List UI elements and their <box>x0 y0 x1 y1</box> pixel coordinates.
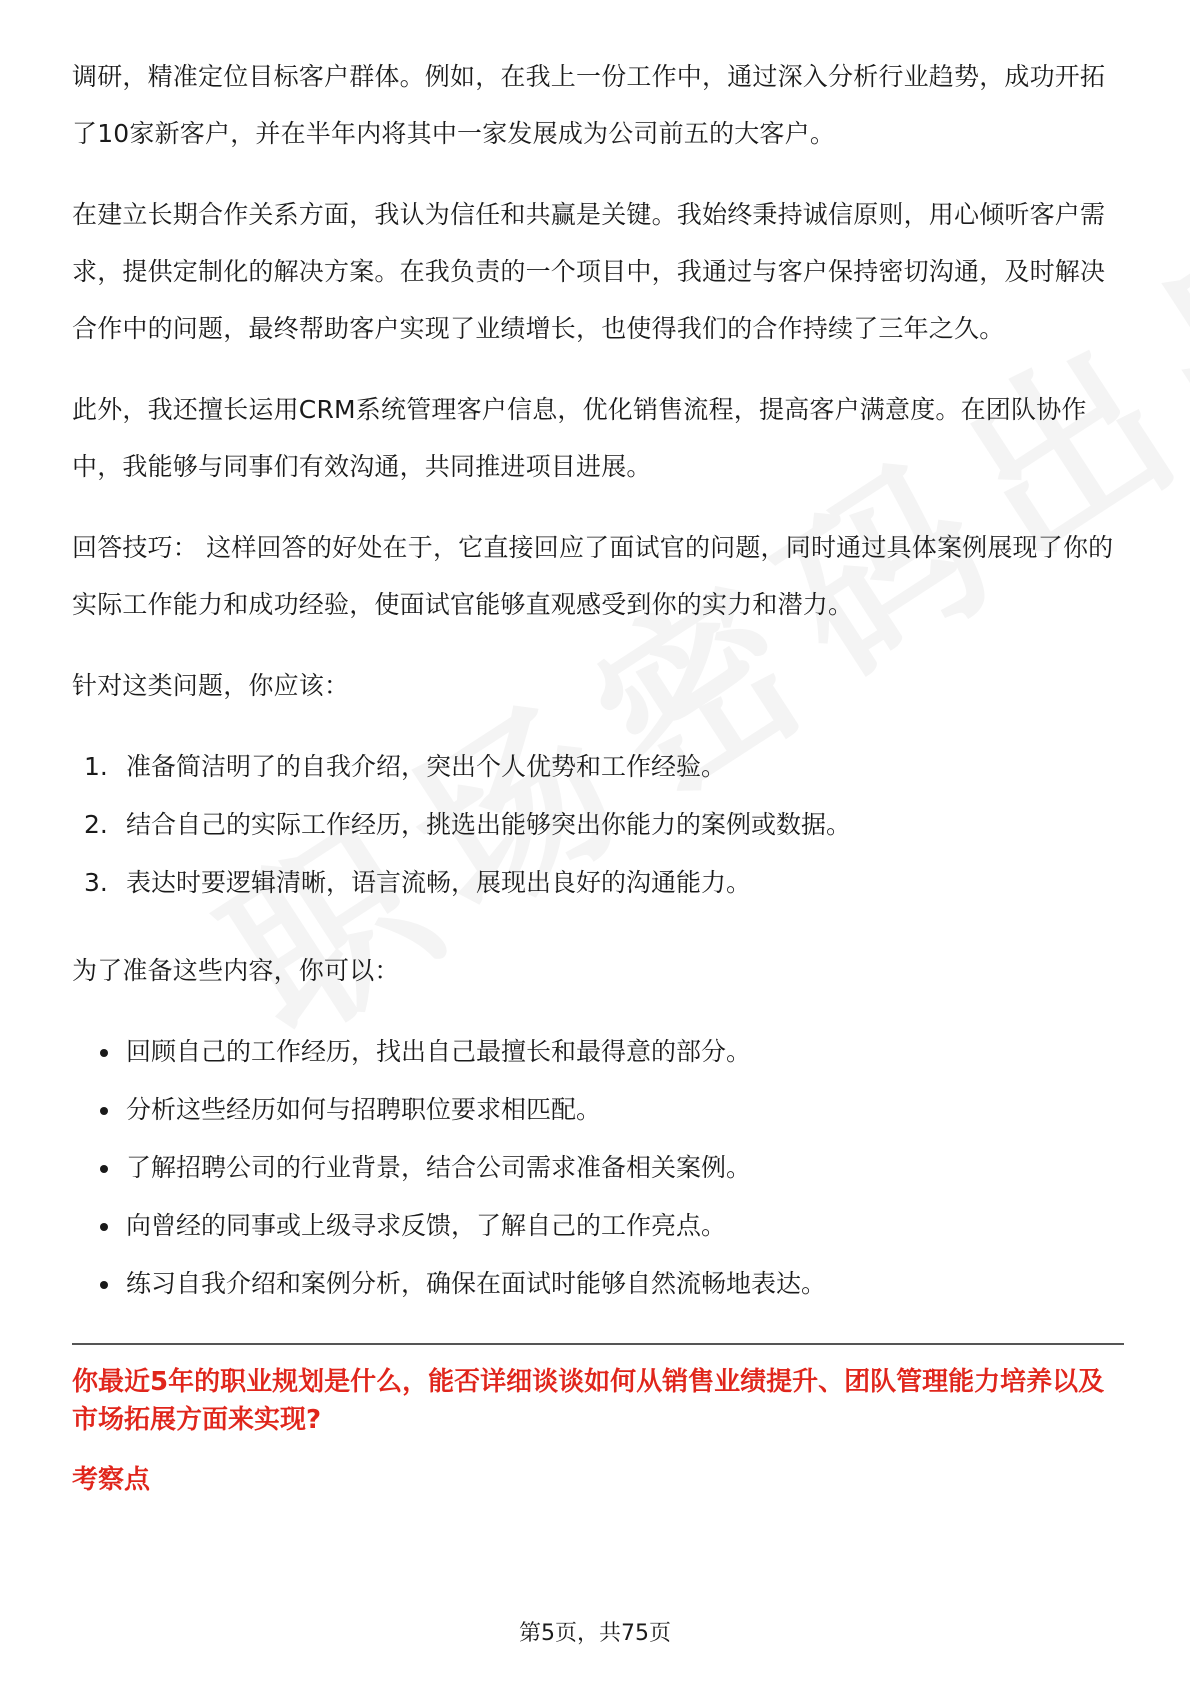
list-number: 3. <box>84 868 108 897</box>
paragraph-prep-intro: 为了准备这些内容，你可以： <box>72 956 400 985</box>
interview-question-heading: 你最近5年的职业规划是什么，能否详细谈谈如何从销售业绩提升、团队管理能力培养以及市场拓展方面来实现? <box>72 1367 1105 1435</box>
numbered-list <box>72 738 1124 912</box>
bullet-icon <box>100 1049 108 1057</box>
list-item <box>72 1081 1124 1139</box>
bullet-list <box>72 1023 1124 1313</box>
list-item <box>72 1255 1124 1313</box>
list-item <box>72 1197 1124 1255</box>
section-divider <box>72 1343 1124 1345</box>
list-item-text: 回顾自己的工作经历，找出自己最擅长和最得意的部分。 <box>126 1037 752 1066</box>
bullet-icon <box>100 1107 108 1115</box>
list-item <box>72 1139 1124 1197</box>
list-item <box>72 738 1124 796</box>
list-item-text: 练习自我介绍和案例分析，确保在面试时能够自然流畅地表达。 <box>126 1269 827 1298</box>
list-item-text: 分析这些经历如何与招聘职位要求相匹配。 <box>126 1095 602 1124</box>
bullet-icon <box>100 1281 108 1289</box>
page-number-footer: 第5页，共75页 <box>519 1621 671 1646</box>
bullet-icon <box>100 1223 108 1231</box>
list-item-text: 准备简洁明了的自我介绍，突出个人优势和工作经验。 <box>126 752 727 781</box>
list-item <box>72 796 1124 854</box>
paragraph-crm-skills: 此外，我还擅长运用CRM系统管理客户信息，优化销售流程，提高客户满意度。在团队协作中，我能够与同事们有效沟通，共同推进项目进展。 <box>72 395 1087 481</box>
list-item-text: 结合自己的实际工作经历，挑选出能够突出你能力的案例或数据。 <box>126 810 852 839</box>
list-item-text: 表达时要逻辑清晰，语言流畅，展现出良好的沟通能力。 <box>126 868 752 897</box>
paragraph-customer-research: 调研，精准定位目标客户群体。例如，在我上一份工作中，通过深入分析行业趋势，成功开拓了10家新客户，并在半年内将其中一家发展成为公司前五的大客户。 <box>72 62 1106 148</box>
paragraph-should-do-intro: 针对这类问题，你应该： <box>72 671 350 700</box>
paragraph-answer-tips: 回答技巧： 这样回答的好处在于，它直接回应了面试官的问题，同时通过具体案例展现了你的实际工作能力和成功经验，使面试官能够直观感受到你的实力和潜力。 <box>72 533 1114 619</box>
paragraph-long-term-cooperation: 在建立长期合作关系方面，我认为信任和共赢是关键。我始终秉持诚信原则，用心倾听客户需求，提供定制化的解决方案。在我负责的一个项目中，我通过与客户保持密切沟通，及时解决合作中的问题，最终帮助客户实现了业绩增长，也使得我们的合作持续了三年之久。 <box>72 200 1106 343</box>
section-label: 考察点 <box>72 1465 151 1495</box>
list-number: 2. <box>84 810 108 839</box>
list-item-text: 了解招聘公司的行业背景，结合公司需求准备相关案例。 <box>126 1153 752 1182</box>
list-item <box>72 1023 1124 1081</box>
list-item <box>72 854 1124 912</box>
list-item-text: 向曾经的同事或上级寻求反馈，了解自己的工作亮点。 <box>126 1211 727 1240</box>
list-number: 1. <box>84 752 108 781</box>
bullet-icon <box>100 1165 108 1173</box>
page-content <box>72 48 1124 1499</box>
